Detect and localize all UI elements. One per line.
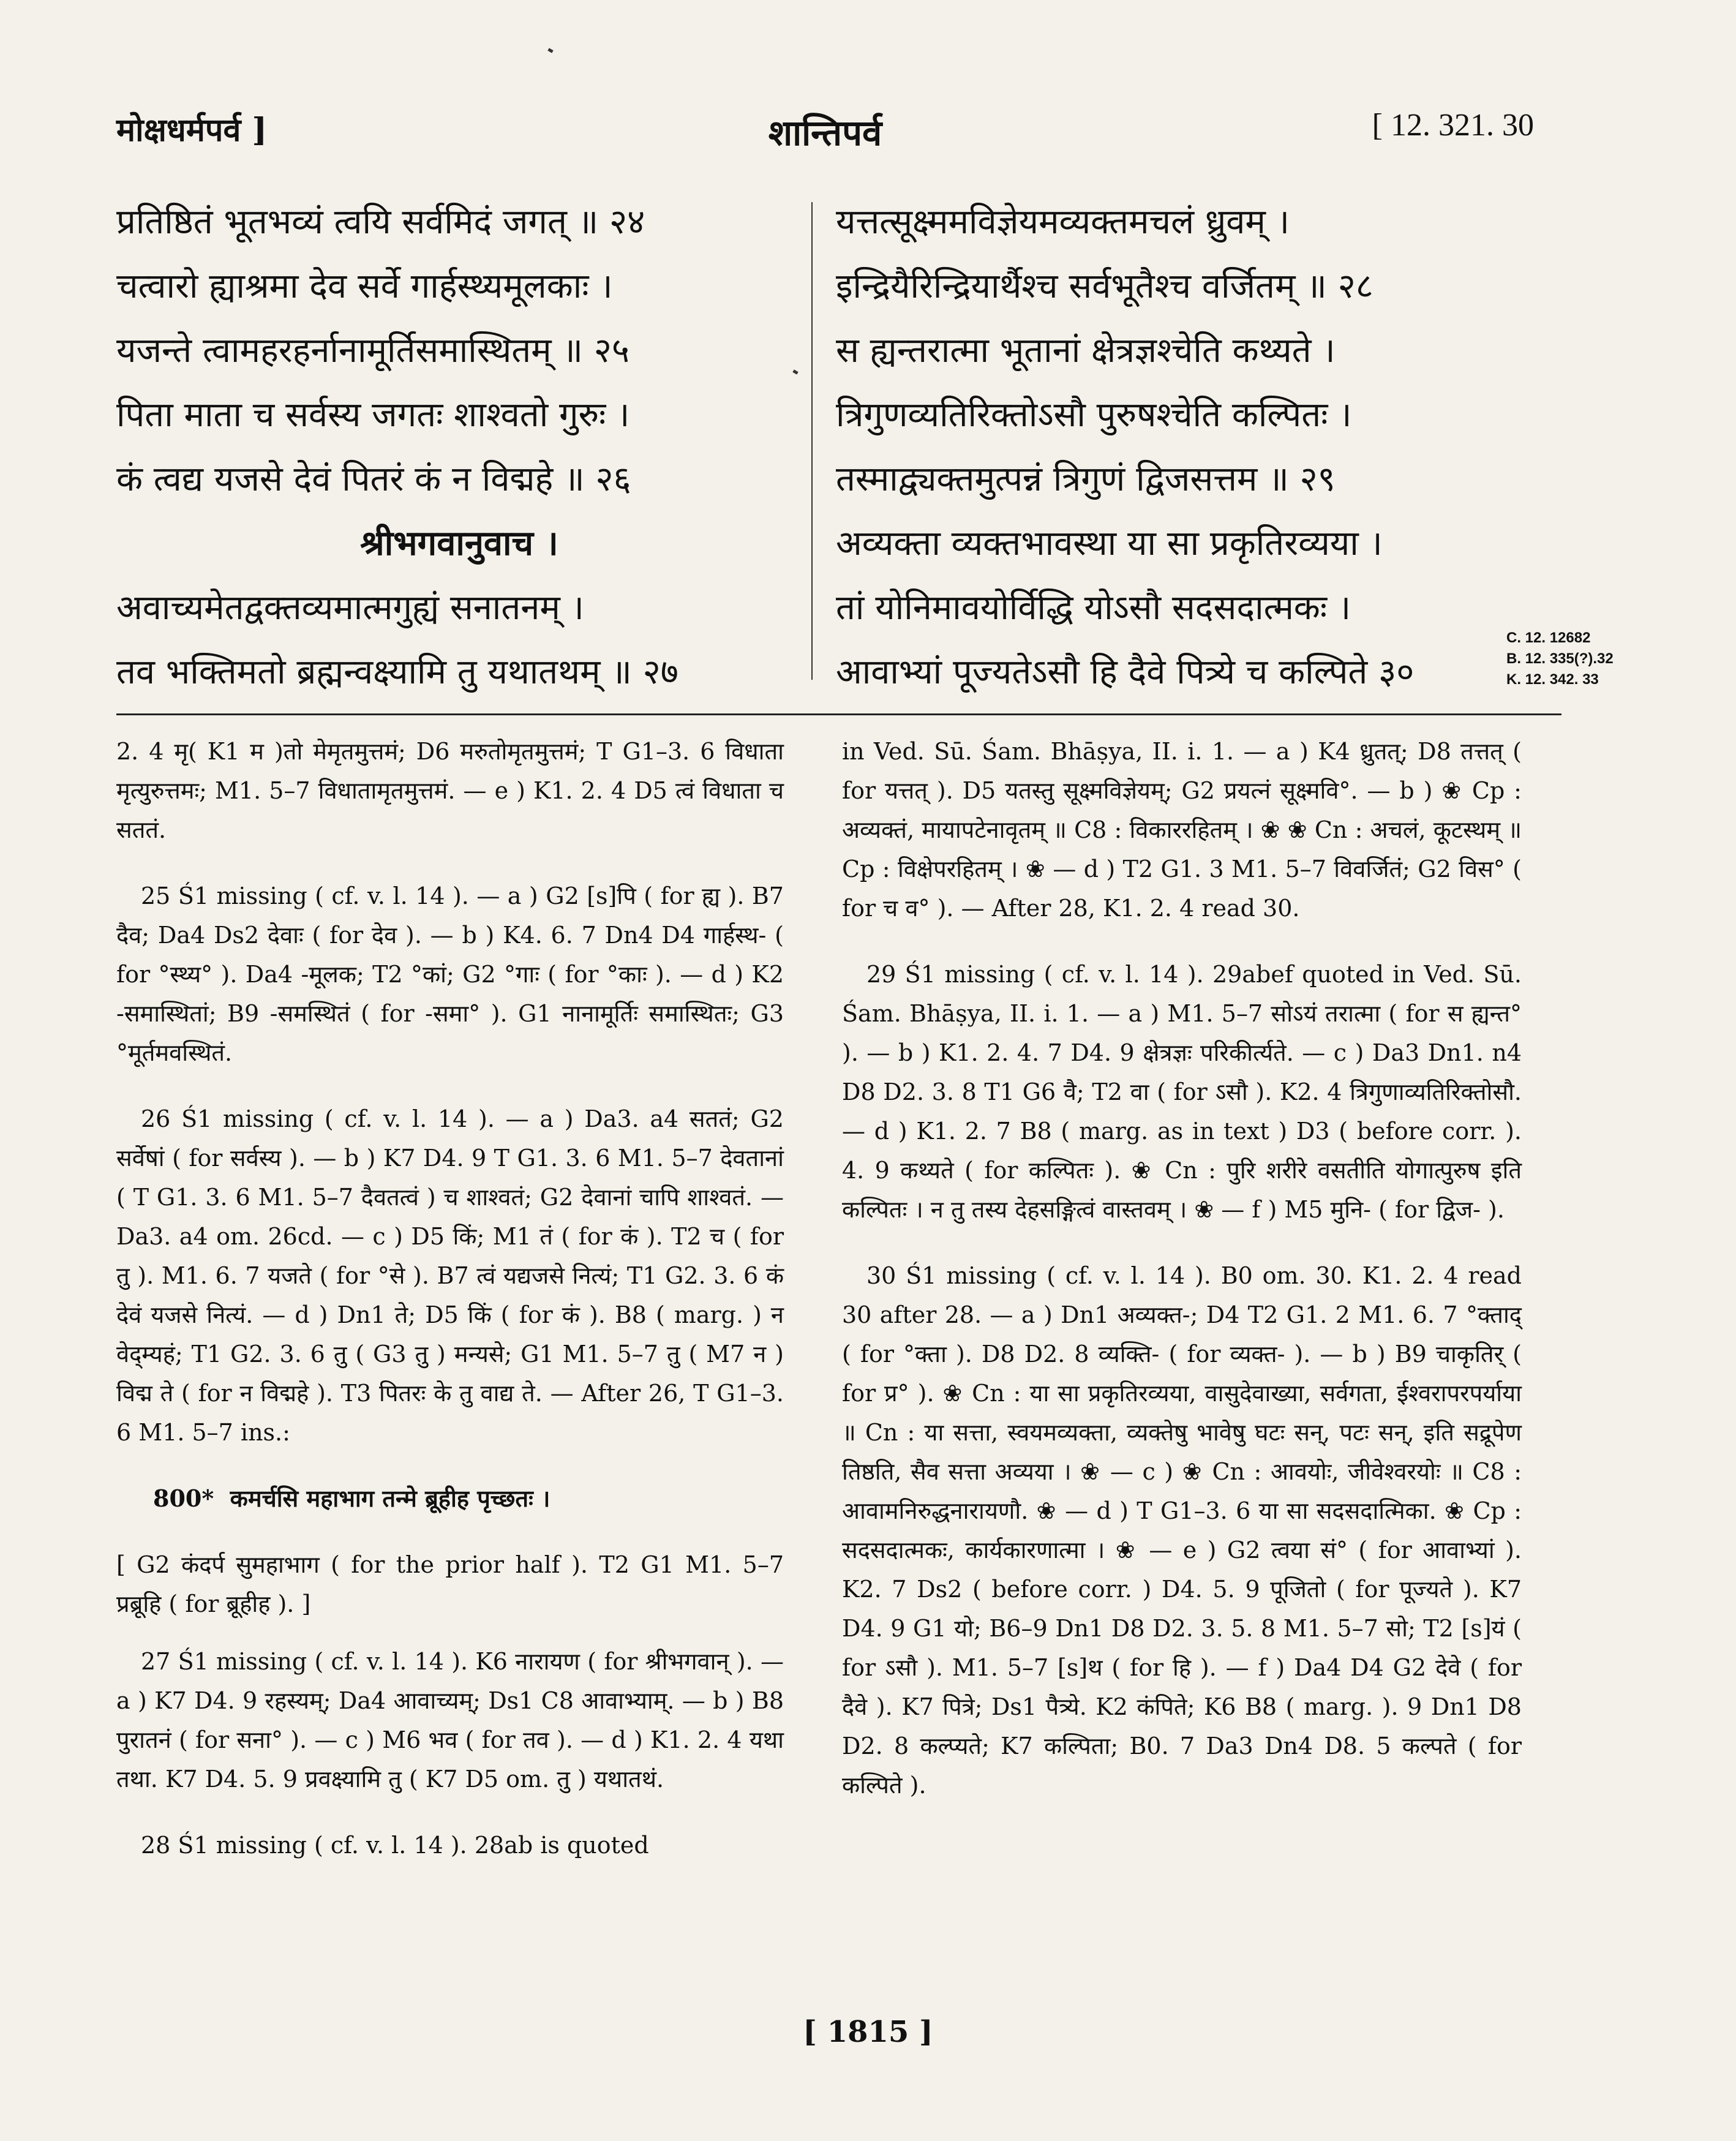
apparatus-note: 28 Ś1 missing ( cf. v. l. 14 ). 28ab is quoted bbox=[141, 1832, 649, 1859]
apparatus-note: in Ved. Sū. Śam. Bhāṣya, II. i. 1. — a ) K4 ध्रुतत्; D8 तत्तत् ( for यत्तत् ). D5 यतस्तु सूक्ष्मविज्ञेयम्; G2 प्रयत्नं सूक्ष्मवि°. — b ) ❀ Cp : अव्यक्तं, मायापटेनावृतम् ॥ C8 : विकाररहितम् । ❀ ❀ Cn : अचलं, कूटस्थम् ॥ Cp : विक्षेपरहितम् । ❀ — d ) T2 G1. 3 M1. 5–7 विवर्जितं; G2 विस° ( for च व° ). — After 28, K1. 2. 4 read 30. bbox=[842, 738, 1522, 922]
margin-ref: C. 12. 12682 bbox=[1506, 630, 1591, 646]
apparatus-note: 25 Ś1 missing ( cf. v. l. 14 ). — a ) G2 [s]पि ( for ह्य ). B7 दैव; Da4 Ds2 देवाः ( for देव ). — b ) K4. 6. 7 Dn4 D4 गार्हस्थ- ( for °स्थ्य° ). Da4 -मूलक; T2 °कां; G2 °गाः ( for °काः ). — d ) K2 -समास्थितां; B9 -समस्थितं ( for -समा° ). G1 नानामूर्तिः समास्थितः; G3 °मूर्तमवस्थितं. bbox=[116, 882, 784, 1066]
page-number: [ 1815 ] bbox=[803, 2015, 933, 2049]
apparatus-note: 27 Ś1 missing ( cf. v. l. 14 ). K6 नारायण ( for श्रीभगवान् ). — a ) K7 D4. 9 रहस्यम्; Da4 आवाच्यम्; Ds1 C8 आवाभ्याम्. — b ) B8 पुरातनं ( for सना° ). — c ) M6 भव ( for तव ). — d ) K1. 2. 4 यथा तथा. K7 D4. 5. 9 प्रवक्ष्यामि तु ( K7 D5 om. तु ) यथातथं. bbox=[116, 1648, 784, 1793]
verse-line: यत्तत्सूक्ष्ममविज्ञेयमव्यक्तमचलं ध्रुवम् । bbox=[836, 202, 1290, 242]
margin-ref: K. 12. 342. 33 bbox=[1506, 671, 1599, 688]
apparatus-note: 30 Ś1 missing ( cf. v. l. 14 ). B0 om. 30. K1. 2. 4 read 30 after 28. — a ) Dn1 अव्यक्त-; D4 T2 G1. 2 M1. 6. 7 °क्ताद् ( for °क्ता ). D8 D2. 8 व्यक्ति- ( for व्यक्त- ). — b ) B9 चाकृतिर् ( for प्र° ). ❀ Cn : या सा प्रकृतिरव्यया, वासुदेवाख्या, सर्वगता, ईश्वरापरपर्याया ॥ Cn : या सत्ता, स्वयमव्यक्ता, व्यक्तेषु भावेषु घटः सन्, पटः सन्, इति सद्रूपेण तिष्ठति, सैव सत्ता अव्यया । ❀ — c ) ❀ Cn : आवयोः, जीवेश्वरयोः ॥ C8 : आवामनिरुद्धनारायणौ. ❀ — d ) T G1–3. 6 या सा सदसदात्मिका. ❀ Cp : सदसदात्मकः, कार्यकारणात्मा । ❀ — e ) G2 त्वया सं° ( for आवाभ्यां ). K2. 7 Ds2 ( before corr. ) D4. 5. 9 पूजितो ( for पूज्यते ). K7 D4. 9 G1 यो; B6–9 Dn1 D8 D2. 3. 5. 8 M1. 5–7 सो; T2 [s]यं ( for ऽसौ ). M1. 5–7 [s]थ ( for हि ). — f ) Da4 D4 G2 देवे ( for दैवे ). K7 पित्रे; Ds1 पैत्र्ये. K2 कंपिते; K6 B8 ( marg. ). 9 Dn1 D8 D2. 8 कल्प्यते; K7 कल्पिता; B0. 7 Da3 Dn4 D8. 5 कल्पते ( for कल्पिते ). bbox=[842, 1262, 1522, 1799]
verse-column-right bbox=[836, 190, 1522, 704]
verse-line: यजन्ते त्वामहरहर्नानामूर्तिसमास्थितम् ॥ २५ bbox=[116, 331, 630, 371]
margin-ref: B. 12. 335(?).32 bbox=[1506, 650, 1614, 667]
verse-line: आवाभ्यां पूज्यतेऽसौ हि दैवे पित्र्ये च कल्पिते ३० bbox=[836, 652, 1415, 692]
margin-concordance bbox=[1506, 628, 1614, 690]
verse-line: अवाच्यमेतद्वक्तव्यमात्मगुह्यं सनातनम् । bbox=[116, 588, 584, 628]
apparatus-divider bbox=[116, 713, 1561, 715]
verse-line: त्रिगुणव्यतिरिक्तोऽसौ पुरुषश्चेति कल्पितः । bbox=[836, 395, 1352, 435]
verse-line: तव भक्तिमतो ब्रह्मन्वक्ष्यामि तु यथातथम् ॥ २७ bbox=[116, 652, 678, 692]
verse-column-left bbox=[116, 190, 802, 704]
verse-line: इन्द्रियैरिन्द्रियार्थैश्च सर्वभूतैश्च वर्जितम् ॥ २८ bbox=[836, 266, 1373, 306]
insertion-passage bbox=[116, 1479, 784, 1518]
apparatus-note: 26 Ś1 missing ( cf. v. l. 14 ). — a ) Da3. a4 सततं; G2 सर्वेषां ( for सर्वस्य ). — b ) K7 D4. 9 T G1. 3. 6 M1. 5–7 देवतानां ( T G1. 3. 6 M1. 5–7 दैवतत्वं ) च शाश्वतं; G2 देवानां चापि शाश्वतं. — Da3. a4 om. 26cd. — c ) D5 किं; M1 तं ( for कं ). T2 च ( for तु ). M1. 6. 7 यजते ( for °से ). B7 त्वं यद्यजसे नित्यं; T1 G2. 3. 6 कं देवं यजसे नित्यं. — d ) Dn1 ते; D5 किं ( for कं ). B8 ( marg. ) न वेद्म्यहं; T1 G2. 3. 6 तु ( G3 तु ) मन्यसे; G1 M1. 5–7 तु ( M7 न ) विद्म ते ( for न विद्महे ). T3 पितरः के तु वाद्य ते. — After 26, T G1–3. 6 M1. 5–7 ins.: bbox=[116, 1105, 784, 1446]
insertion-text: कमर्चसि महाभाग तन्मे ब्रूहीह पृच्छतः । bbox=[230, 1484, 550, 1512]
verse-line: पिता माता च सर्वस्य जगतः शाश्वतो गुरुः । bbox=[116, 395, 630, 435]
book-title-center: शान्तिपर्व bbox=[768, 112, 882, 154]
verse-line: तां योनिमावयोर्विद्धि योऽसौ सदसदात्मकः । bbox=[836, 588, 1351, 628]
critical-apparatus-right bbox=[842, 732, 1522, 1832]
critical-apparatus-left bbox=[116, 732, 784, 1892]
section-title-left: मोक्षधर्मपर्व ] bbox=[116, 111, 268, 149]
verse-line: चत्वारो ह्याश्रमा देव सर्वे गार्हस्थ्यमूलकाः । bbox=[116, 266, 613, 306]
verse-line: कं त्वद्य यजसे देवं पितरं कं न विद्महे ॥ २६ bbox=[116, 459, 631, 499]
print-speck bbox=[547, 48, 553, 53]
verse-line: तस्माद्व्यक्तमुत्पन्नं त्रिगुणं द्विजसत्तम ॥ २९ bbox=[836, 459, 1336, 499]
insertion-number: 800* bbox=[153, 1484, 214, 1512]
verse-line: स ह्यन्तरात्मा भूतानां क्षेत्रज्ञश्चेति कथ्यते । bbox=[836, 331, 1336, 371]
column-divider bbox=[811, 202, 813, 680]
page-header bbox=[116, 107, 1534, 162]
apparatus-note: 29 Ś1 missing ( cf. v. l. 14 ). 29abef quoted in Ved. Sū. Śam. Bhāṣya, II. i. 1. — a ) M1. 5–7 सोऽयं तरात्मा ( for स ह्यन्त° ). — b ) K1. 2. 4. 7 D4. 9 क्षेत्रज्ञः परिकीर्त्यते. — c ) Da3 Dn1. n4 D8 D2. 3. 8 T1 G6 वै; T2 वा ( for ऽसौ ). K2. 4 त्रिगुणाव्यतिरिक्तोसौ. — d ) K1. 2. 7 B8 ( marg. as in text ) D3 ( before corr. ). 4. 9 कथ्यते ( for कल्पितः ). ❀ Cn : पुरि शरीरे वसतीति योगात्पुरुष इति कल्पितः । न तु तस्य देहसङ्गित्वं वास्तवम् । ❀ — f ) M5 मुनि- ( for द्विज- ). bbox=[842, 961, 1522, 1223]
verse-reference-right: [ 12. 321. 30 bbox=[1372, 108, 1534, 143]
apparatus-note: 2. 4 मृ( K1 म )तो मेमृतमुत्तमं; D6 मरुतोमृतमुत्तमं; T G1–3. 6 विधाता मृत्युरुत्तमः; M1. 5–7 विधातामृतमुत्तमं. — e ) K1. 2. 4 D5 त्वं विधाता च सततं. bbox=[116, 738, 784, 843]
insertion-note: [ G2 कंदर्प सुमहाभाग ( for the prior half ). T2 G1 M1. 5–7 प्रब्रूहि ( for ब्रूहीह ). ] bbox=[116, 1551, 784, 1617]
verse-line: प्रतिष्ठितं भूतभव्यं त्वयि सर्वमिदं जगत् ॥ २४ bbox=[116, 202, 645, 242]
verse-line: अव्यक्ता व्यक्तभावस्था या सा प्रकृतिरव्यया । bbox=[836, 524, 1383, 563]
speaker-heading: श्रीभगवानुवाच । bbox=[360, 523, 558, 563]
